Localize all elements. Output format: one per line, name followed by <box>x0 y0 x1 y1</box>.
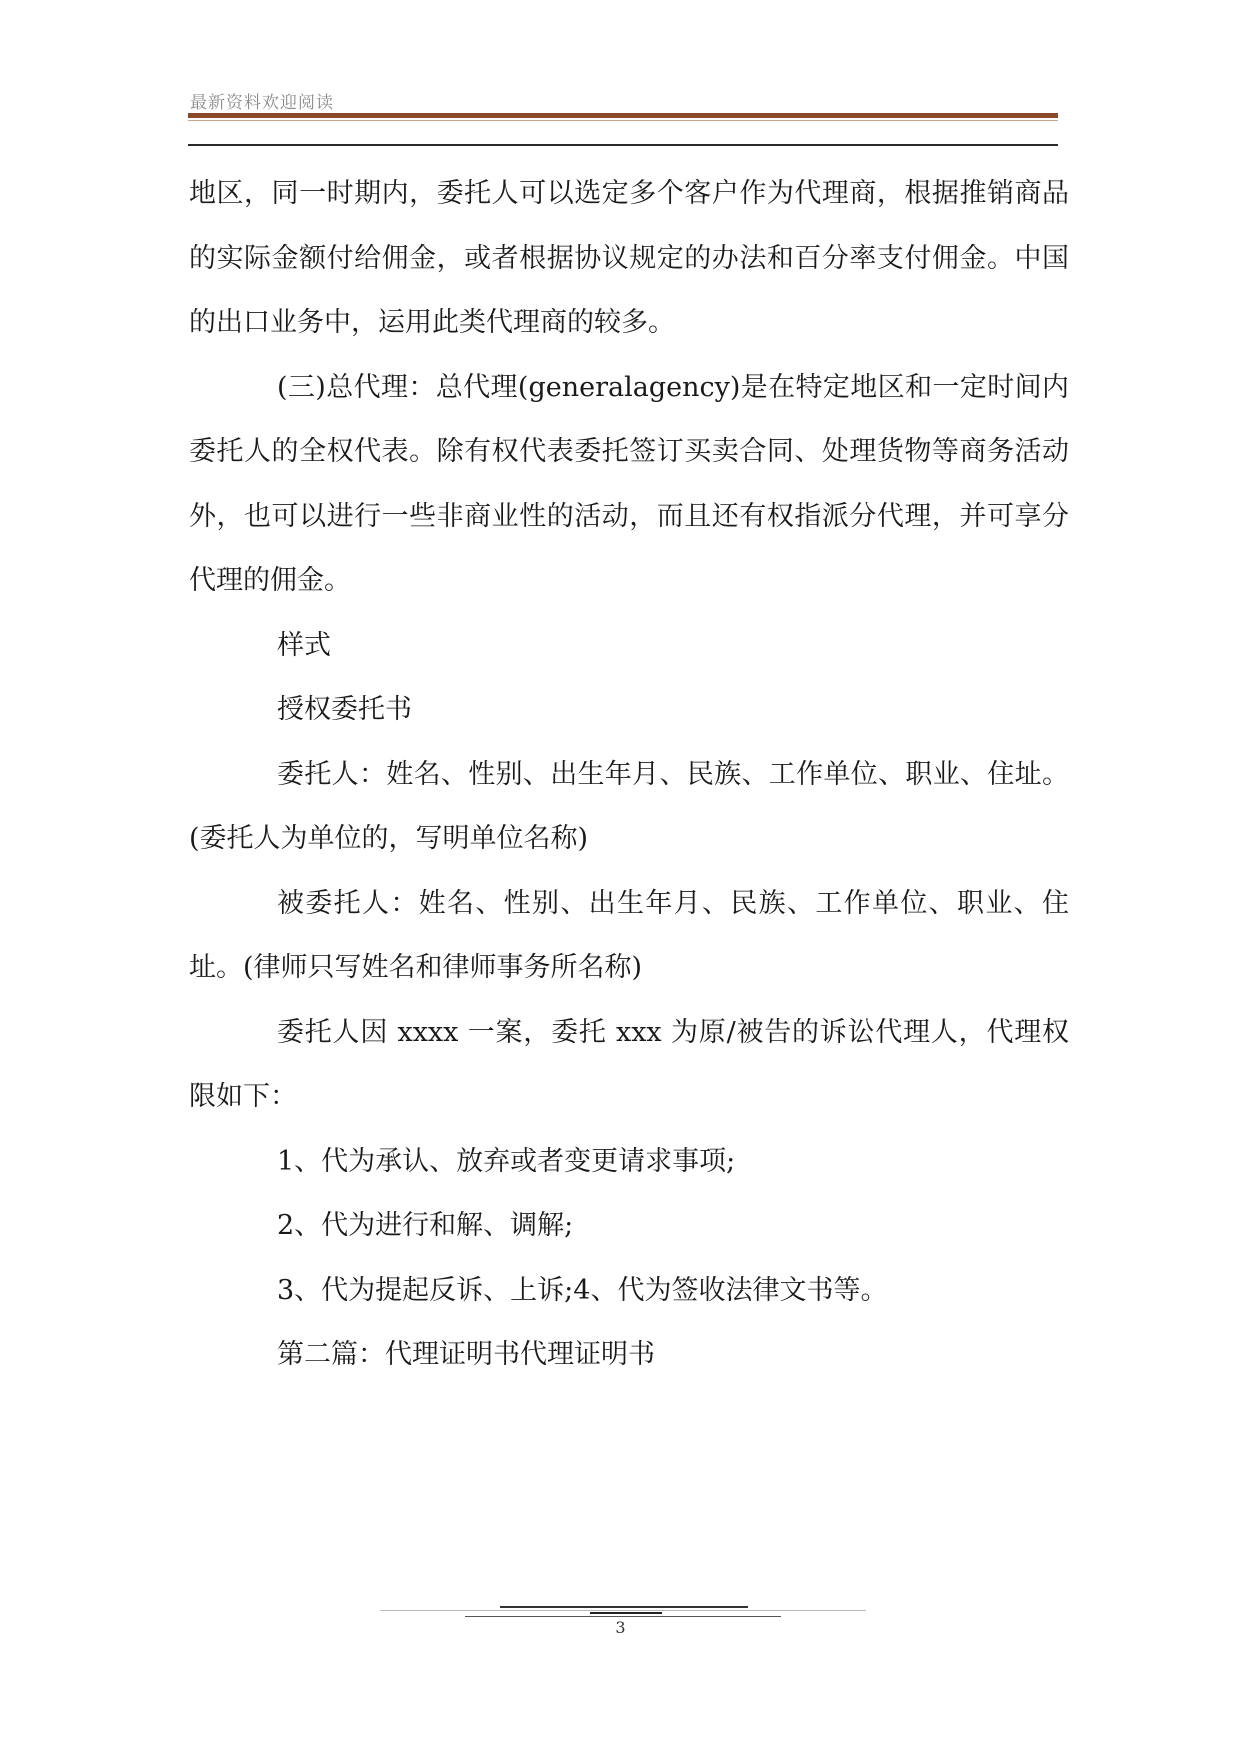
paragraph-general-agency: (三)总代理：总代理(generalagency)是在特定地区和一定时间内委托人的全权代表。除有权代表委托签订买卖合同、处理货物等商务活动外，也可以进行一些非商业性的活动，而且还有权指派分代理，并可享分代理的佣金。 <box>189 371 1069 596</box>
header-rule <box>188 113 1058 118</box>
list-item-3-4: 3、代为提起反诉、上诉;4、代为签收法律文书等。 <box>277 1274 888 1306</box>
paragraph-agent: 被委托人：姓名、性别、出生年月、民族、工作单位、职业、住址。(律师只写姓名和律师事务所名称) <box>189 887 1069 983</box>
page-number: 3 <box>615 1618 626 1637</box>
paragraph-case: 委托人因 xxxx 一案，委托 xxx 为原/被告的诉讼代理人，代理权限如下： <box>189 1016 1069 1112</box>
paragraph-section-heading: 第二篇：代理证明书代理证明书 <box>277 1339 655 1370</box>
header-rule-dark <box>188 144 1058 146</box>
header-rule-thin <box>188 120 1058 121</box>
footer-rule <box>380 1610 866 1611</box>
paragraph-continuation: 地区，同一时期内，委托人可以选定多个客户作为代理商，根据推销商品的实际金额付给佣金，或者根据协议规定的办法和百分率支付佣金。中国的出口业务中，运用此类代理商的较多。 <box>189 178 1069 338</box>
footer-rule <box>500 1606 748 1608</box>
list-item-1: 1、代为承认、放弃或者变更请求事项; <box>277 1145 736 1177</box>
document-body <box>189 162 1069 1388</box>
paragraph-principal: 委托人：姓名、性别、出生年月、民族、工作单位、职业、住址。(委托人为单位的，写明单位名称) <box>189 758 1069 854</box>
footer-rule <box>590 1612 662 1614</box>
paragraph-document-title: 授权委托书 <box>277 694 412 725</box>
header-title: 最新资料欢迎阅读 <box>190 93 334 113</box>
paragraph-sample-label: 样式 <box>277 629 331 661</box>
footer-rule <box>465 1616 781 1617</box>
list-item-2: 2、代为进行和解、调解; <box>277 1210 574 1241</box>
